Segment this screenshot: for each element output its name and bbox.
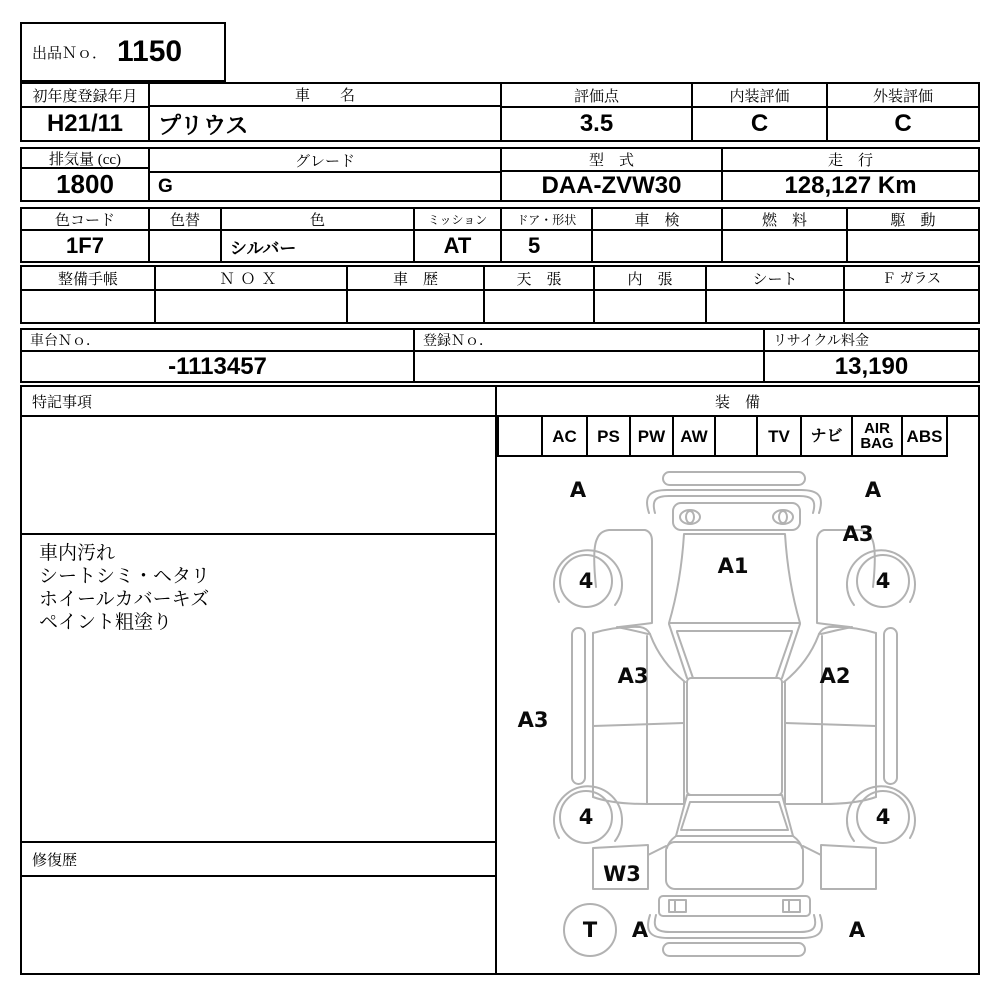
field-registration-no — [413, 328, 765, 383]
label-recycle-fee: リサイクル料金 — [765, 330, 978, 352]
value-exterior-grade: C — [894, 110, 912, 137]
equipment-header: 装 備 — [497, 387, 978, 417]
label-transmission: ミッション — [415, 209, 500, 231]
value-nox — [156, 291, 346, 322]
equipment-cell-empty-2 — [714, 417, 758, 457]
value-car-name: プリウス — [158, 112, 249, 138]
equipment-row — [497, 417, 978, 457]
label-headliner: 天 張 — [485, 267, 593, 291]
row-engine — [20, 147, 980, 202]
label-inspection: 車 検 — [593, 209, 721, 231]
damage-mark-front-right-fender: A3 — [842, 522, 874, 546]
value-drivetrain — [848, 231, 978, 261]
value-maintenance-book — [22, 291, 154, 322]
remarks-notes — [22, 535, 495, 843]
row-registration — [20, 82, 980, 142]
field-maintenance-book — [20, 265, 156, 324]
damage-mark-front-left-wheel: 4 — [578, 569, 594, 593]
field-grade — [148, 147, 502, 202]
field-car-history — [346, 265, 485, 324]
label-color: 色 — [222, 209, 413, 231]
row-maintenance — [20, 265, 980, 324]
field-transmission — [413, 207, 502, 263]
label-fuel: 燃 料 — [723, 209, 846, 231]
value-transmission: AT — [443, 233, 472, 258]
label-color-code: 色コード — [22, 209, 148, 231]
damage-mark-front-left-corner: A — [569, 478, 587, 502]
label-car-history: 車 歴 — [348, 267, 483, 291]
value-doors: 5 — [528, 233, 541, 258]
damage-mark-tire: T — [582, 918, 598, 942]
value-first-registration: H21/11 — [46, 110, 124, 137]
label-drivetrain: 駆 動 — [848, 209, 978, 231]
field-fuel — [721, 207, 848, 263]
equipment-cell-tv: TV — [756, 417, 802, 457]
auction-number-label: 出品Ｎｏ． — [32, 45, 108, 62]
damage-mark-rear-left-corner: A — [631, 918, 649, 942]
field-doors — [500, 207, 593, 263]
label-evaluation-score: 評価点 — [502, 84, 691, 108]
damage-mark-rear-left-wheel: 4 — [578, 805, 594, 829]
damage-mark-hood: A1 — [717, 554, 749, 578]
field-door-trim — [593, 265, 707, 324]
field-evaluation-score — [500, 82, 693, 142]
label-doors: ドア・形状 — [502, 209, 591, 231]
car-damage-diagram — [497, 457, 978, 971]
field-seats — [705, 265, 845, 324]
damage-mark-rear-left-quarter: W3 — [603, 862, 641, 886]
row-chassis — [20, 328, 980, 383]
field-front-glass — [843, 265, 980, 324]
field-recycle-fee — [763, 328, 980, 383]
remark-line: ペイント粗塗り — [39, 612, 173, 633]
auction-number-box — [20, 22, 226, 82]
field-headliner — [483, 265, 595, 324]
value-color: シルバー — [230, 238, 297, 258]
field-nox — [154, 265, 348, 324]
value-color-change — [150, 231, 220, 261]
field-displacement — [20, 147, 150, 202]
damage-mark-left-side-sill: A3 — [517, 708, 549, 732]
equipment-cell-abs: ABS — [901, 417, 948, 457]
value-seats — [707, 291, 843, 322]
field-color-code — [20, 207, 150, 263]
label-exterior-grade: 外装評価 — [828, 84, 978, 108]
damage-mark-right-front-door: A2 — [819, 664, 851, 688]
value-door-trim — [595, 291, 705, 322]
field-drivetrain — [846, 207, 980, 263]
remarks-header: 特記事項 — [22, 387, 495, 417]
equipment-cell-ac: AC — [541, 417, 588, 457]
remark-line: 車内汚れ — [39, 543, 116, 564]
label-nox: ＮＯＸ — [156, 267, 346, 291]
label-mileage: 走 行 — [723, 149, 978, 172]
field-chassis-no — [20, 328, 415, 383]
label-maintenance-book: 整備手帳 — [22, 267, 154, 291]
value-displacement: 1800 — [56, 169, 114, 199]
field-first-registration — [20, 82, 150, 142]
damage-mark-rear-right-wheel: 4 — [875, 805, 891, 829]
row-color — [20, 207, 980, 263]
equipment-cell-empty-1 — [497, 417, 543, 457]
value-front-glass — [845, 291, 978, 322]
equipment-cell-aw: AW — [672, 417, 716, 457]
label-interior-grade: 内装評価 — [693, 84, 826, 108]
label-car-name: 車 名 — [150, 84, 500, 107]
remarks-panel — [20, 385, 497, 975]
equipment-cell-pw: PW — [629, 417, 674, 457]
field-color — [220, 207, 415, 263]
equipment-cell-navi: ナビ — [800, 417, 853, 457]
equipment-cell-ps: PS — [586, 417, 631, 457]
value-recycle-fee: 13,190 — [834, 352, 909, 380]
value-headliner — [485, 291, 593, 322]
label-first-registration: 初年度登録年月 — [22, 84, 148, 108]
damage-mark-front-right-corner: A — [864, 478, 882, 502]
field-car-name — [148, 82, 502, 142]
equipment-cell-airbag: AIR BAG — [851, 417, 903, 457]
field-interior-grade — [691, 82, 828, 142]
field-inspection — [591, 207, 723, 263]
equipment-panel — [495, 385, 980, 975]
label-door-trim: 内 張 — [595, 267, 705, 291]
label-seats: シート — [707, 267, 843, 291]
value-inspection — [593, 231, 721, 261]
remark-line: ホイールカバーキズ — [39, 589, 210, 610]
value-evaluation-score: 3.5 — [579, 110, 614, 137]
value-chassis-no: -1113457 — [168, 352, 267, 380]
label-registration-no: 登録Ｎｏ． — [415, 330, 763, 352]
label-chassis-no: 車台Ｎｏ． — [22, 330, 413, 352]
label-grade: グレード — [150, 149, 500, 173]
field-color-change — [148, 207, 222, 263]
value-interior-grade: C — [750, 110, 769, 137]
auction-number-value: 1150 — [117, 35, 183, 68]
field-exterior-grade — [826, 82, 980, 142]
label-model-code: 型 式 — [502, 149, 721, 172]
value-grade: G — [158, 175, 173, 197]
damage-mark-front-right-wheel: 4 — [875, 569, 891, 593]
remark-line: シートシミ・ヘタリ — [39, 566, 211, 587]
field-model-code — [500, 147, 723, 202]
label-displacement: 排気量 (cc) — [22, 149, 148, 169]
damage-mark-left-front-door: A3 — [617, 664, 649, 688]
value-car-history — [348, 291, 483, 322]
field-mileage — [721, 147, 980, 202]
value-mileage: 128,127 Km — [784, 172, 917, 199]
value-fuel — [723, 231, 846, 261]
value-color-code: 1F7 — [66, 233, 104, 258]
value-registration-no — [415, 352, 763, 381]
damage-marks — [518, 478, 891, 942]
remarks-empty-area — [22, 417, 495, 535]
repair-history-header: 修復歴 — [22, 843, 495, 877]
damage-mark-rear-right-corner: A — [848, 918, 866, 942]
value-model-code: DAA-ZVW30 — [541, 172, 682, 199]
label-color-change: 色替 — [150, 209, 220, 231]
label-front-glass: Ｆ ガラス — [845, 267, 978, 291]
